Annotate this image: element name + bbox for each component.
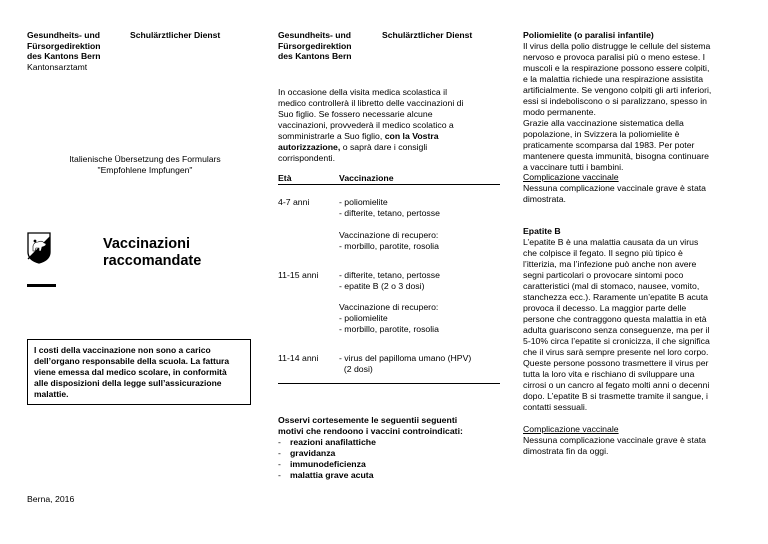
intro-emphasis: con la Vostra xyxy=(384,131,439,141)
contraindications-heading: motivi che rendoono i vaccini controindicati: xyxy=(278,426,463,436)
cost-notice-line: I costi della vaccinazione non sono a carico xyxy=(34,345,211,355)
service-name-left: Schulärztlicher Dienst xyxy=(130,30,221,40)
cost-notice-line: alle disposizioni della legge sull’assicurazione xyxy=(34,378,222,388)
hepatitis-line: L’epatite B è una malattia causata da un virus xyxy=(523,237,699,247)
contraindication-text: immunodeficienza xyxy=(290,459,366,469)
polio-complication-title: Complicazione vaccinale xyxy=(523,172,619,182)
hepatitis-complication-title: Complicazione vaccinale xyxy=(523,424,619,434)
cover-title xyxy=(103,236,201,270)
polio-line: a vaccinare tutti i bambini. xyxy=(523,162,624,172)
hepatitis-line: tutta la loro vita e rischiano di sviluppare una xyxy=(523,369,695,379)
table-bottom-rule xyxy=(278,383,500,384)
polio-section xyxy=(523,30,753,173)
hepatitis-line: dopo. L’epatite B si trasmette tramite il sangue, i xyxy=(523,391,708,401)
polio-complication-line: Nessuna complicazione vaccinale grave è stata xyxy=(523,183,707,193)
translation-note-line: Italienische Übersetzung des Formulars xyxy=(69,154,221,164)
dept-name-left xyxy=(27,30,101,62)
table-header-age: Età xyxy=(278,173,292,183)
table-header-rule xyxy=(278,184,500,185)
polio-line: nervoso e provoca paralisi più o meno estese. I xyxy=(523,52,706,62)
hepatitis-line: segni particolari o provocare sintomi poco xyxy=(523,270,684,280)
cost-notice-line: viene emessa dal medico scolare, in conformità xyxy=(34,367,227,377)
vaccine-item: - epatite B (2 o 3 dosi) xyxy=(339,281,425,291)
contraindication-text: malattia grave acuta xyxy=(290,470,374,480)
cover-title-line: Vaccinazioni xyxy=(103,236,191,252)
hepatitis-complication-line: dimostrata fin da oggi. xyxy=(523,446,609,456)
hepatitis-line: contatti sessuali. xyxy=(523,402,588,412)
intro-paragraph xyxy=(278,87,503,164)
intro-line: Suo figlio. Se fossero necessarie alcune xyxy=(278,109,433,119)
hepatitis-line: che il virus sarà sempre presente nel loro corpo. xyxy=(523,347,709,357)
table-row-catchup xyxy=(339,302,439,335)
vaccine-item: - difterite, tetano, pertosse xyxy=(339,208,440,218)
list-dash: - xyxy=(278,437,281,447)
hepatitis-section xyxy=(523,226,755,413)
hepatitis-line: l’itterizia, ma l’infezione può anche non avere xyxy=(523,259,697,269)
table-row-vaccines xyxy=(339,197,440,219)
service-name-mid: Schulärztlicher Dienst xyxy=(382,30,473,40)
table-row-age: 11-14 anni xyxy=(278,353,319,363)
title-rule xyxy=(27,284,56,287)
office-name-left: Kantonsarztamt xyxy=(27,61,88,72)
hepatitis-line: persone che contraggono questa malattia in età xyxy=(523,314,707,324)
polio-line: muscoli e la respirazione possono essere colpiti, xyxy=(523,63,710,73)
hepatitis-line: 5-10% circa l’epatite si cronicizza, il che significa xyxy=(523,336,710,346)
polio-title: Poliomielite (o paralisi infantile) xyxy=(523,30,654,40)
dept-line: Fürsorgedirektion xyxy=(278,40,352,51)
polio-line: artificialmente. Se vengono colpiti gli arti inferiori, xyxy=(523,85,712,95)
hepatitis-line: provoca il decesso. La maggior parte delle xyxy=(523,303,687,313)
contraindications xyxy=(278,415,463,481)
contraindication-item xyxy=(278,437,463,448)
table-header-vaccination: Vaccinazione xyxy=(339,173,394,183)
vaccine-item: - poliomielite xyxy=(339,313,388,323)
list-dash: - xyxy=(278,470,281,480)
intro-line xyxy=(278,142,503,153)
table-row-vaccines xyxy=(339,270,440,292)
hepatitis-line: stanchezza ecc.). Raramente un’epatite B acuta xyxy=(523,292,708,302)
dept-line: Fürsorgedirektion xyxy=(27,40,101,51)
table-row-age: 4-7 anni xyxy=(278,197,310,207)
intro-emphasis: autorizzazione, xyxy=(278,142,341,152)
cost-notice-box xyxy=(27,339,251,405)
hepatitis-line: caratteristici (mal di stomaco, nausee, vomito, xyxy=(523,281,700,291)
dept-line: des Kantons Bern xyxy=(27,51,101,61)
vaccine-item: - morbillo, parotite, rosolia xyxy=(339,241,439,251)
contraindication-text: gravidanza xyxy=(290,448,336,458)
bern-bear-coat-of-arms-icon xyxy=(27,232,51,264)
dept-line: Gesundheits- und xyxy=(278,30,352,40)
intro-line xyxy=(278,131,503,142)
hepatitis-complication xyxy=(523,424,753,457)
hepatitis-complication-line: Nessuna complicazione vaccinale grave è stata xyxy=(523,435,707,445)
intro-line: In occasione della visita medica scolastica il xyxy=(278,87,448,97)
contraindication-text: reazioni anafilattiche xyxy=(290,437,376,447)
place-date: Berna, 2016 xyxy=(27,494,75,504)
polio-complication-line: dimostrata. xyxy=(523,194,566,204)
vaccine-item: - difterite, tetano, pertosse xyxy=(339,270,440,280)
polio-line: popolazione, in Svizzera la poliomielite è xyxy=(523,129,680,139)
table-row-vaccines xyxy=(339,353,471,375)
translation-note-line: "Empfohlene Impfungen" xyxy=(97,164,193,175)
contraindication-item xyxy=(278,470,463,481)
intro-text: somministrarle a Suo figlio, xyxy=(278,131,385,141)
contraindication-item xyxy=(278,448,463,459)
polio-line: e la malattia richiede una respirazione assistita xyxy=(523,74,704,84)
catchup-label: Vaccinazione di recupero: xyxy=(339,302,439,312)
polio-line: Grazie alla vaccinazione sistematica della xyxy=(523,118,684,128)
vaccine-item: - virus del papilloma umano (HPV) xyxy=(339,353,472,363)
polio-line: essi si indeboliscono o si paralizzano, spesso in xyxy=(523,96,707,106)
hepatitis-line: cirrosi o un cancro al fegato molti anni o decenni xyxy=(523,380,710,390)
contraindications-heading: Osservi cortesemente le seguentii seguenti xyxy=(278,415,458,425)
list-dash: - xyxy=(278,459,281,469)
cost-notice-line: dell’organo responsabile della scuola. La fattura xyxy=(34,356,230,366)
intro-line: corrispondenti. xyxy=(278,153,335,163)
table-row-age: 11-15 anni xyxy=(278,270,319,280)
table-row-catchup xyxy=(339,230,439,252)
vaccine-item: - morbillo, parotite, rosolia xyxy=(339,324,439,334)
dept-line: Gesundheits- und xyxy=(27,30,101,40)
hepatitis-line: che colpisce il fegato. Il segno più tipico è xyxy=(523,248,683,258)
intro-line: medico controllerà il libretto delle vaccinazioni di xyxy=(278,98,464,108)
catchup-label: Vaccinazione di recupero: xyxy=(339,230,439,240)
hepatitis-line: adulta guariscono senza conseguenze, ma per il xyxy=(523,325,710,335)
polio-line: Il virus della polio distrugge le cellule del sistema xyxy=(523,41,711,51)
contraindication-item xyxy=(278,459,463,470)
cover-title-line: raccomandate xyxy=(103,253,202,269)
intro-line: vaccinazioni, provvederà il medico scolatico a xyxy=(278,120,454,130)
cost-notice-line: malattie. xyxy=(34,389,69,399)
dept-name-mid xyxy=(278,30,352,62)
polio-line: modo permanente. xyxy=(523,107,596,117)
polio-complication xyxy=(523,172,753,205)
dept-line: des Kantons Bern xyxy=(278,51,352,61)
list-dash: - xyxy=(278,448,281,458)
hepatitis-title: Epatite B xyxy=(523,226,561,236)
intro-text: o saprà dare i consigli xyxy=(340,142,428,152)
polio-line: praticamente scomparsa dal 1983. Per poter xyxy=(523,140,695,150)
translation-note xyxy=(40,154,250,175)
vaccine-item: - poliomielite xyxy=(339,197,388,207)
vaccine-item: (2 dosi) xyxy=(339,364,373,374)
polio-line: mantenere questa immunità, bisogna continuare xyxy=(523,151,709,161)
hepatitis-line: Queste persone possono trasmettere il virus per xyxy=(523,358,709,368)
